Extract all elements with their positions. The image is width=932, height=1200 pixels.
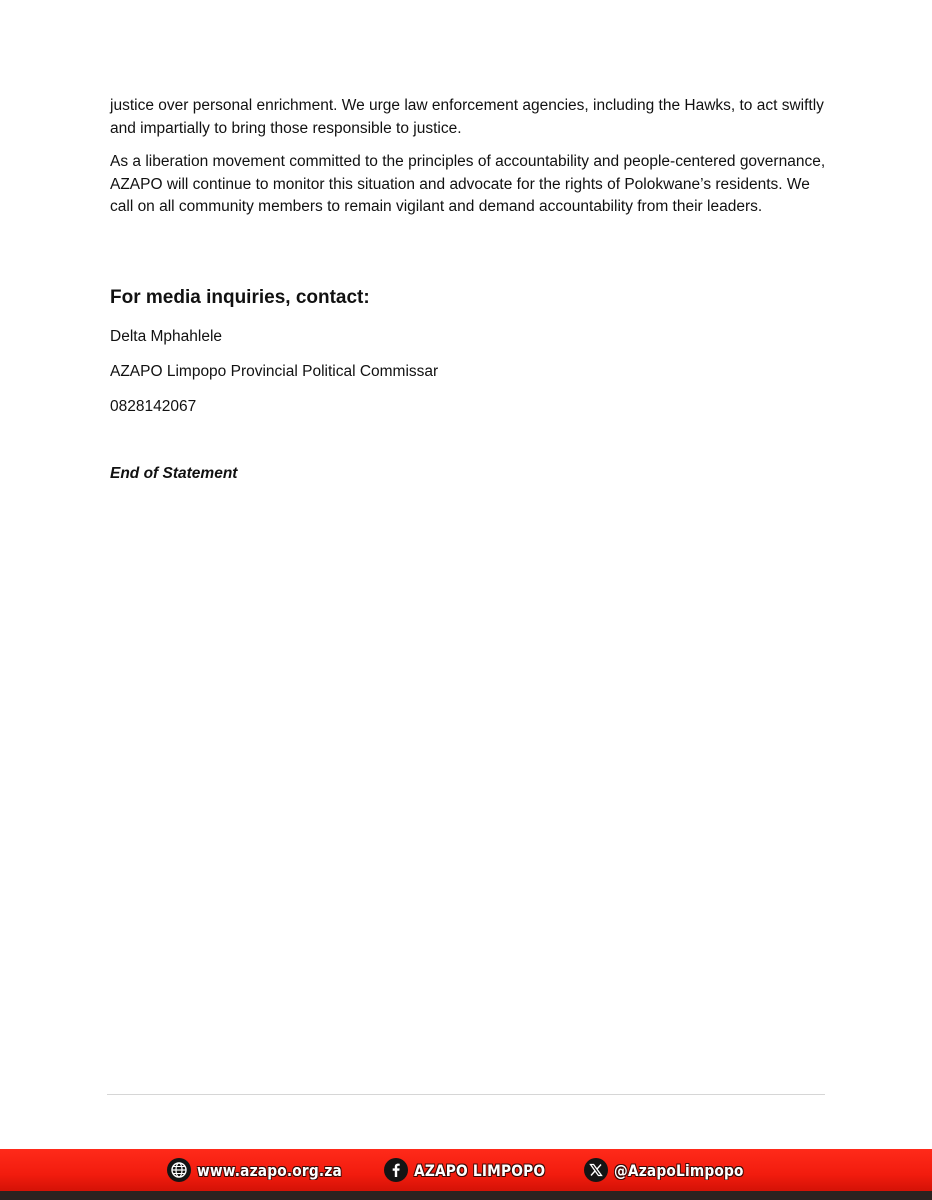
x-icon xyxy=(584,1158,608,1182)
contact-phone: 0828142067 xyxy=(110,398,197,415)
footer-facebook-text: AZAPO LIMPOPO xyxy=(413,1160,545,1180)
footer-divider xyxy=(107,1094,825,1095)
footer-x-link[interactable] xyxy=(584,1158,765,1182)
footer-facebook-link[interactable] xyxy=(384,1158,567,1182)
footer-website-text: www.azapo.org.za xyxy=(197,1160,342,1180)
contact-title: AZAPO Limpopo Provincial Political Commissar xyxy=(110,363,439,380)
end-of-statement: End of Statement xyxy=(110,465,238,482)
contact-name: Delta Mphahlele xyxy=(110,328,223,345)
footer-bottom-strip xyxy=(0,1191,932,1200)
statement-paragraph-1: justice over personal enrichment. We urge law enforcement agencies, including the Hawks, to act swiftly and impartially to bring those responsible to justice. xyxy=(110,97,824,137)
media-contact-heading: For media inquiries, contact: xyxy=(110,287,370,308)
footer-website-link[interactable] xyxy=(167,1158,366,1182)
globe-icon xyxy=(167,1158,191,1182)
facebook-icon xyxy=(384,1158,408,1182)
footer-x-text: @AzapoLimpopo xyxy=(614,1160,744,1180)
footer-bar xyxy=(0,1149,932,1191)
statement-paragraph-2: As a liberation movement committed to the principles of accountability and people-centered governance, AZAPO will continue to monitor this situation and advocate for the rights of Polokwane’s residents. We call on all community members to remain vigilant and demand accountability from their leaders. xyxy=(110,153,826,215)
